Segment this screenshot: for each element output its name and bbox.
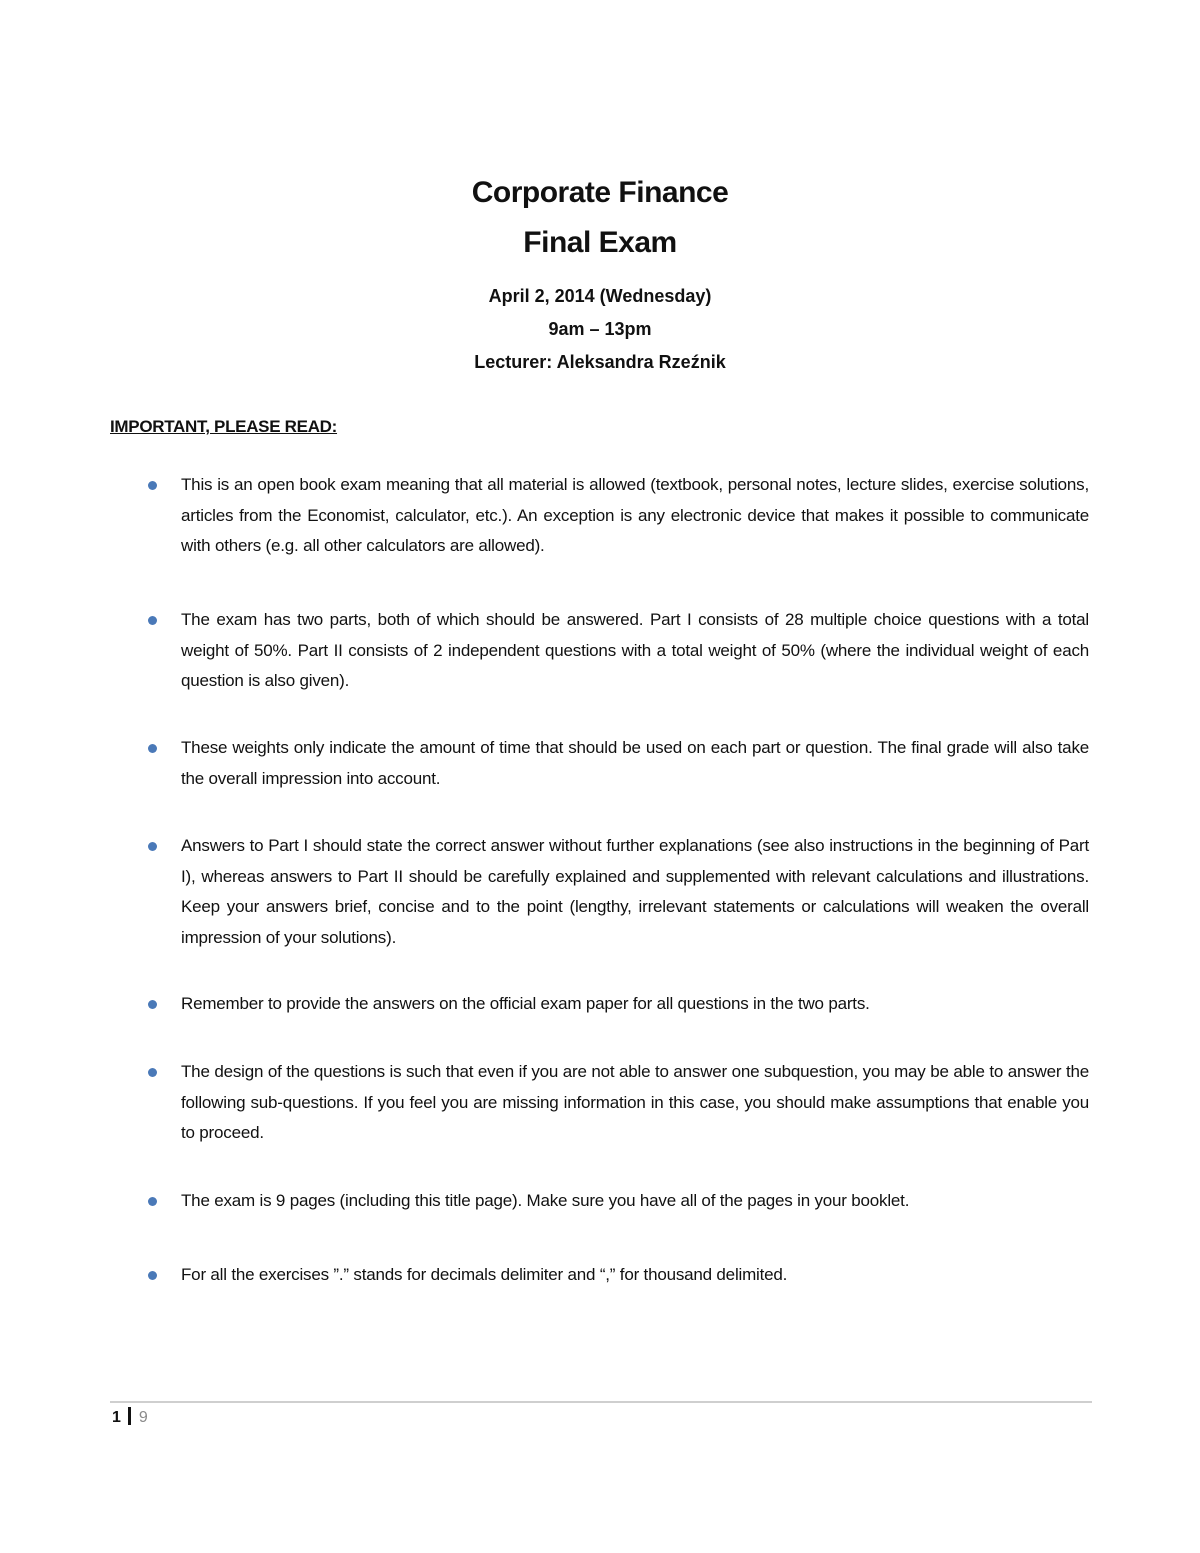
- page-number: 1: [112, 1409, 121, 1426]
- bullet-icon: [148, 1000, 157, 1009]
- page-footer: [112, 1407, 148, 1429]
- page-separator: [128, 1407, 131, 1425]
- exam-time: 9am – 13pm: [548, 319, 652, 339]
- bullet-icon: [148, 481, 157, 490]
- list-item-text: The design of the questions is such that even if you are not able to answer one subquestion, you may be able to answer the following sub-questions. If you feel you are missing information in this case, you should make assumptions that enable you to proceed.: [181, 1062, 1089, 1142]
- important-notice-heading: IMPORTANT, PLEASE READ:: [110, 417, 338, 436]
- list-item-text: Remember to provide the answers on the official exam paper for all questions in the two parts.: [181, 994, 870, 1013]
- exam-title: Final Exam: [523, 226, 677, 259]
- list-item-text: These weights only indicate the amount of time that should be used on each part or question. The final grade will also take the overall impression into account.: [181, 738, 1089, 788]
- exam-date: April 2, 2014 (Wednesday): [488, 286, 712, 306]
- list-item: [181, 1186, 1089, 1217]
- bullet-icon: [148, 616, 157, 625]
- bullet-icon: [148, 1197, 157, 1206]
- bullet-icon: [148, 1271, 157, 1280]
- list-item: [181, 470, 1089, 562]
- title-block: [0, 168, 1200, 379]
- list-item-text: The exam is 9 pages (including this title page). Make sure you have all of the pages in your booklet.: [181, 1191, 910, 1210]
- list-item-text: The exam has two parts, both of which should be answered. Part I consists of 28 multiple choice questions with a total weight of 50%. Part II consists of 2 independent questions with a total weight of 50% (where the individual weight of each question is also given).: [181, 610, 1089, 690]
- page-total: 9: [138, 1409, 148, 1426]
- list-item: [181, 831, 1089, 953]
- list-item: [181, 989, 1089, 1020]
- list-item: [181, 605, 1089, 697]
- list-item: [181, 1260, 1089, 1291]
- bullet-icon: [148, 1068, 157, 1077]
- list-item-text: This is an open book exam meaning that all material is allowed (textbook, personal notes, lecture slides, exercise solutions, articles from the Economist, calculator, etc.). An exception is any electronic device that makes it possible to communicate with others (e.g. all other calculators are allowed).: [181, 475, 1089, 555]
- list-item: [181, 733, 1089, 794]
- list-item-text: For all the exercises ”.” stands for decimals delimiter and “,” for thousand delimited.: [181, 1265, 788, 1284]
- bullet-icon: [148, 744, 157, 753]
- list-item: [181, 1057, 1089, 1149]
- lecturer: Lecturer: Aleksandra Rzeźnik: [474, 352, 726, 372]
- course-title: Corporate Finance: [471, 176, 729, 209]
- bullet-icon: [148, 842, 157, 851]
- list-item-text: Answers to Part I should state the correct answer without further explanations (see also instructions in the beginning of Part I), whereas answers to Part II should be carefully explained and supplemented with relevant calculations and illustrations. Keep your answers brief, concise and to the point (lengthy, irrelevant statements or calculations will weaken the overall impression of your solutions).: [181, 836, 1089, 947]
- footer-divider: [110, 1401, 1092, 1403]
